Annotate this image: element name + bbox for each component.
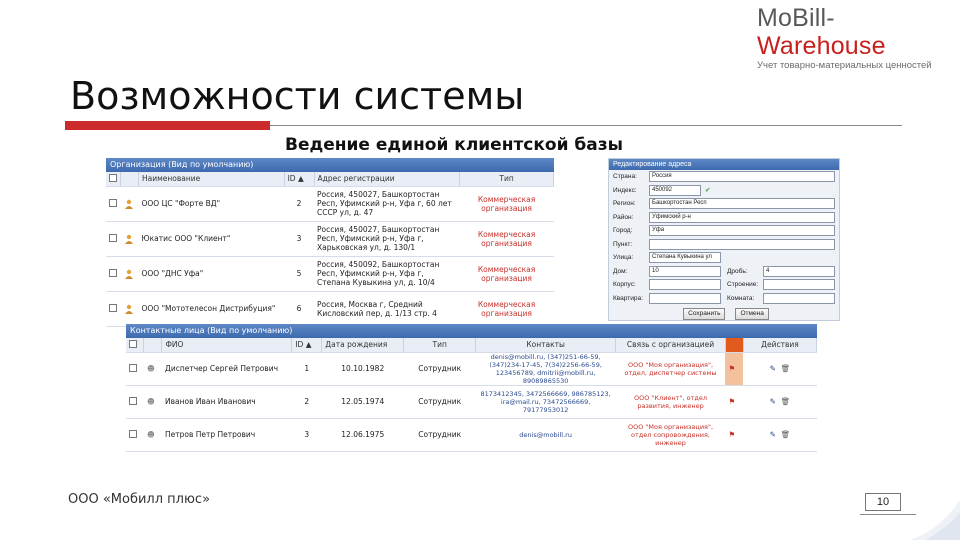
save-button[interactable]: Сохранить (683, 308, 725, 320)
contact-id: 1 (292, 352, 322, 385)
table-row[interactable] (106, 221, 554, 256)
contacts-table (126, 338, 817, 452)
flag-icon[interactable]: ⚑ (725, 418, 743, 451)
contact-fio: Диспетчер Сергей Петрович (162, 352, 292, 385)
table-row[interactable] (126, 418, 817, 451)
delete-icon[interactable]: 🗑 (780, 397, 791, 406)
region-field[interactable]: Башкортостан Респ (649, 198, 835, 209)
column-header-address[interactable]: Адрес регистрации (314, 172, 460, 186)
person-icon: ☻ (144, 418, 162, 451)
select-all-checkbox[interactable] (126, 338, 144, 352)
row-checkbox[interactable] (126, 385, 144, 418)
row-actions (743, 385, 816, 418)
edit-icon[interactable]: ✎ (769, 397, 776, 406)
organization-address: Россия, 450027, Башкортостан Респ, Уфимский р-н, Уфа г, Харьковская ул, д. 130/1 (314, 221, 460, 256)
organization-address: Россия, Москва г, Средний Кисловский пер, д. 1/13 стр. 4 (314, 291, 460, 326)
title-accent-bar (65, 121, 270, 130)
apartment-field[interactable] (649, 293, 721, 304)
address-edit-dialog (608, 158, 840, 321)
organization-type: Коммерческая организация (460, 256, 554, 291)
brand-logo (757, 4, 957, 71)
column-header-id[interactable]: ID ▲ (284, 172, 314, 186)
column-header-link[interactable]: Связь с организацией (616, 338, 726, 352)
form-row-district: Район: Уфимский р-н (609, 211, 839, 225)
icon-column-header (144, 338, 162, 352)
contact-birthdate: 12.06.1975 (322, 418, 404, 451)
column-header-flag (725, 338, 743, 352)
table-row[interactable] (126, 385, 817, 418)
organization-name: Юкатис ООО "Клиент" (138, 221, 284, 256)
logo-subtitle: Учет товарно-материальных ценностей (757, 60, 932, 71)
column-header-name[interactable]: Наименование (138, 172, 284, 186)
form-row-index: Индекс: 450092 ✔ (613, 186, 711, 195)
check-icon: ✔ (705, 187, 711, 195)
contact-details: denis@mobill.ru, (347)251-66-59, (347)234-17-45, 7(34)2256-66-59, 123456789, dmitrii@mobill.ru, 89089865530 (476, 352, 616, 385)
contact-details: denis@mobill.ru (476, 418, 616, 451)
row-checkbox[interactable] (126, 352, 144, 385)
organization-id: 3 (284, 221, 314, 256)
column-header-type[interactable]: Тип (460, 172, 554, 186)
organization-type: Коммерческая организация (460, 291, 554, 326)
organization-name: ООО ЦС "Форте ВД" (138, 186, 284, 221)
contacts-grid-title: Контактные лица (Вид по умолчанию) (126, 324, 817, 338)
district-field[interactable]: Уфимский р-н (649, 212, 835, 223)
organization-grid-title: Организация (Вид по умолчанию) (106, 158, 554, 172)
row-checkbox[interactable] (126, 418, 144, 451)
form-row-city: Город: Уфа (609, 224, 839, 238)
table-row[interactable] (106, 256, 554, 291)
organization-table (106, 172, 554, 327)
organization-type: Коммерческая организация (460, 221, 554, 256)
fraction-field[interactable]: 4 (763, 266, 835, 277)
contact-organization-link: ООО "Моя организация", отдел, диспетчер системы (616, 352, 726, 385)
select-all-checkbox[interactable] (106, 172, 121, 186)
house-field[interactable]: 10 (649, 266, 721, 277)
form-row-house: Дом: 10 Дробь: 4 (609, 265, 839, 279)
city-field[interactable]: Уфа (649, 225, 835, 236)
street-field[interactable]: Степана Кувыкина ул (649, 252, 721, 263)
contact-organization-link: ООО "Моя организация", отдел сопровождения, инженер (616, 418, 726, 451)
form-row-street: Улица: Степана Кувыкина ул (609, 251, 839, 265)
contact-birthdate: 12.05.1974 (322, 385, 404, 418)
form-row-country: Страна: Россия (609, 170, 839, 184)
edit-icon[interactable]: ✎ (769, 364, 776, 373)
organization-name: ООО "Мототелесон Дистрибуция" (138, 291, 284, 326)
form-row-settlement: Пункт: (609, 238, 839, 252)
organization-id: 5 (284, 256, 314, 291)
table-row[interactable] (106, 291, 554, 326)
form-row-apartment: Квартира: Комната: (609, 292, 839, 306)
organization-address: Россия, 450092, Башкортостан Респ, Уфимский р-н, Уфа г, Степана Кувыкина ул, д. 10/4 (314, 256, 460, 291)
logo-text: MoBill-Warehouse (757, 4, 886, 60)
delete-icon[interactable]: 🗑 (780, 430, 791, 439)
page-number: 10 (865, 493, 901, 511)
index-field[interactable]: 450092 (649, 185, 701, 196)
row-actions (743, 418, 816, 451)
person-icon: ☻ (144, 352, 162, 385)
organization-header-row (106, 172, 554, 186)
slide-subtitle: Ведение единой клиентской базы (285, 135, 624, 155)
room-field[interactable] (763, 293, 835, 304)
row-checkbox[interactable] (106, 186, 121, 221)
form-row-korpus: Корпус: Строение: (609, 278, 839, 292)
edit-icon[interactable]: ✎ (769, 430, 776, 439)
icon-column-header (121, 172, 139, 186)
decorative-swoosh (900, 490, 960, 540)
title-underline (270, 125, 902, 126)
form-row-region: Регион: Башкортостан Респ (609, 197, 839, 211)
table-row[interactable] (106, 186, 554, 221)
person-icon (121, 221, 139, 256)
organization-name: ООО "ДНС Уфа" (138, 256, 284, 291)
column-header-birthdate[interactable]: Дата рождения (322, 338, 404, 352)
cancel-button[interactable]: Отмена (735, 308, 768, 320)
organization-type: Коммерческая организация (460, 186, 554, 221)
contacts-header-row (126, 338, 817, 352)
slide-title: Возможности системы (70, 74, 525, 118)
contact-type: Сотрудник (404, 385, 476, 418)
flag-icon[interactable]: ⚑ (725, 385, 743, 418)
column-header-type[interactable]: Тип (404, 338, 476, 352)
person-icon (121, 291, 139, 326)
contact-id: 3 (292, 418, 322, 451)
row-checkbox[interactable] (106, 256, 121, 291)
organization-id: 6 (284, 291, 314, 326)
country-field[interactable]: Россия (649, 171, 835, 182)
form-buttons (609, 307, 839, 321)
person-icon (121, 256, 139, 291)
row-actions (743, 352, 816, 385)
column-header-actions[interactable]: Действия (743, 338, 816, 352)
contact-organization-link: ООО "Клиент", отдел развития, инженер (616, 385, 726, 418)
organization-grid (106, 158, 554, 318)
contact-details: 8173412345, 3472566669, 986785123, ira@mail.ru, 73472566669, 79177953012 (476, 385, 616, 418)
organization-address: Россия, 450027, Башкортостан Респ, Уфимский р-н, Уфа г, 60 лет СССР ул, д. 47 (314, 186, 460, 221)
organization-id: 2 (284, 186, 314, 221)
column-header-fio[interactable]: ФИО (162, 338, 292, 352)
contact-birthdate: 10.10.1982 (322, 352, 404, 385)
address-dialog-title: Редактирование адреса (609, 159, 839, 170)
contact-fio: Иванов Иван Иванович (162, 385, 292, 418)
contact-type: Сотрудник (404, 352, 476, 385)
person-icon: ☻ (144, 385, 162, 418)
column-header-contacts[interactable]: Контакты (476, 338, 616, 352)
korpus-field[interactable] (649, 279, 721, 290)
row-checkbox[interactable] (106, 291, 121, 326)
settlement-field[interactable] (649, 239, 835, 250)
contact-id: 2 (292, 385, 322, 418)
row-checkbox[interactable] (106, 221, 121, 256)
column-header-id[interactable]: ID ▲ (292, 338, 322, 352)
contacts-grid (126, 324, 817, 480)
table-row[interactable] (126, 352, 817, 385)
flag-icon[interactable]: ⚑ (725, 352, 743, 385)
building-field[interactable] (763, 279, 835, 290)
contact-type: Сотрудник (404, 418, 476, 451)
delete-icon[interactable]: 🗑 (780, 364, 791, 373)
footer-company: ООО «Мобилл плюс» (68, 492, 211, 507)
person-icon (121, 186, 139, 221)
contact-fio: Петров Петр Петрович (162, 418, 292, 451)
